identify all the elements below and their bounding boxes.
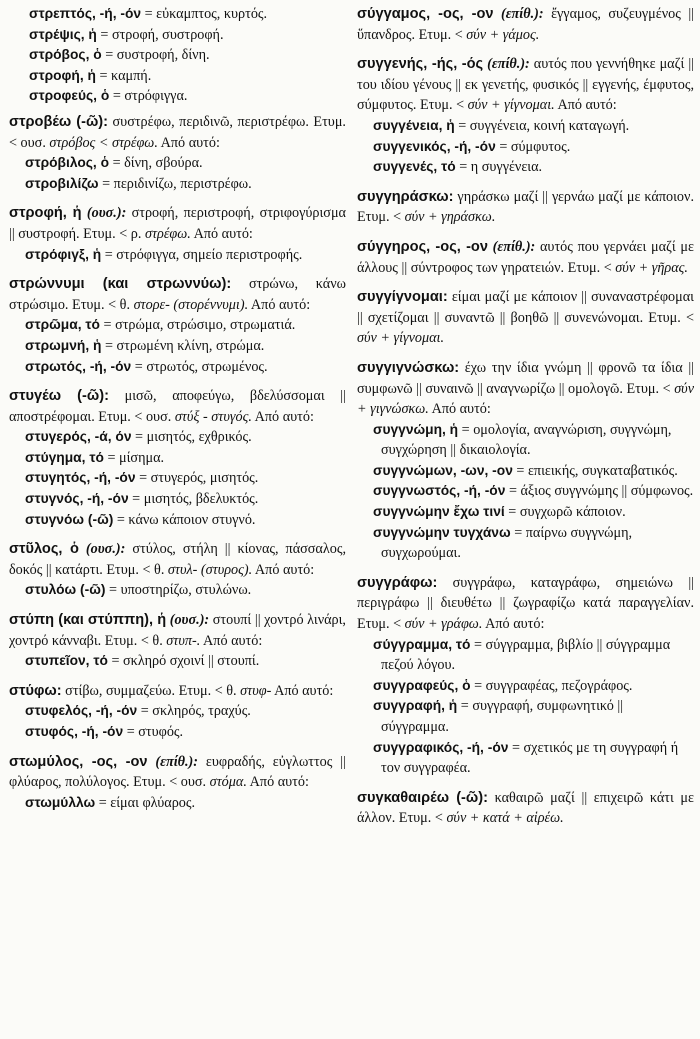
- headword: στύπη (και στύππη), ἡ: [9, 612, 167, 629]
- derivative-entry: [357, 116, 694, 137]
- headword: συγγηράσκω:: [357, 188, 454, 205]
- definition-text: συγγράφω, καταγράφω, σημειώνω || περιγράφω || διευθέτω || ζωγραφίζω κατά παραγγελίαν. Ετυμ. <: [357, 574, 694, 633]
- derivatives-intro: Από αυτό:: [482, 616, 545, 633]
- derivative-lemma: στυγητός, -ή, -όν: [25, 470, 136, 486]
- entry-main: [357, 4, 694, 45]
- derivative-entry: [9, 174, 346, 195]
- dictionary-entry: [9, 681, 346, 743]
- derivative-entry: [357, 461, 694, 482]
- part-of-speech: (επίθ.):: [483, 56, 530, 73]
- derivative-definition: = κάνω κάποιον στυγνό.: [113, 511, 256, 528]
- entry-main: [357, 187, 694, 228]
- etymology: σύν + γίγνομαι.: [357, 330, 445, 347]
- dictionary-entry: [357, 4, 694, 45]
- dictionary-entry: [357, 237, 694, 278]
- etymology: σύν + γράφω.: [404, 616, 483, 633]
- derivative-lemma: στυγερός, -ά, όν: [25, 429, 132, 445]
- derivative-entry: [357, 137, 694, 158]
- derivatives-intro: Από αυτό:: [554, 97, 617, 114]
- derivative-entry: [9, 25, 346, 46]
- derivative-entry: [357, 696, 694, 737]
- derivative-lemma: στρόφιγξ, ἡ: [25, 246, 102, 262]
- derivative-definition: = μισητός, βδελυκτός.: [128, 491, 259, 508]
- part-of-speech: (ουσ.):: [166, 612, 210, 629]
- derivative-entry: [357, 738, 694, 779]
- derivative-definition: = συγγραφέας, πεζογράφος.: [470, 677, 633, 694]
- derivative-lemma: συγγνώμων, -ων, -ον: [373, 462, 513, 478]
- headword: συγκαθαιρέω (-ῶ):: [357, 789, 488, 806]
- headword: συγγράφω:: [357, 574, 438, 591]
- dictionary-entry: [9, 4, 346, 107]
- derivative-lemma: στρεπτός, -ή, -όν: [29, 6, 142, 21]
- derivative-definition: = καμπή.: [95, 67, 152, 84]
- entry-main: [9, 752, 346, 793]
- dictionary-entry: [9, 539, 346, 601]
- etymology: στρόβος < στρέφω.: [49, 134, 158, 151]
- entry-main: [357, 54, 694, 116]
- derivatives-intro: Από αυτό:: [271, 682, 334, 699]
- derivative-definition: = ομολογία, αναγνώριση, συγγνώμη, συγχώρηση || δικαιολογία.: [381, 421, 672, 459]
- derivative-definition: = μίσημα.: [103, 449, 165, 466]
- derivative-lemma: στρέψις, ἡ: [29, 26, 97, 42]
- derivative-lemma: συγγένεια, ἡ: [373, 117, 455, 133]
- derivative-lemma: στυπεῖον, τό: [25, 653, 108, 669]
- derivative-lemma: συγγραφικός, -ή, -όν: [373, 739, 509, 755]
- derivative-lemma: στροφεύς, ὁ: [29, 88, 110, 104]
- headword: συγγενής, -ής, -ός: [357, 56, 484, 73]
- derivative-lemma: στυγνός, -ή, -όν: [25, 491, 129, 507]
- derivative-definition: = περιδινίζω, περιστρέφω.: [98, 175, 252, 192]
- derivative-lemma: στωμύλλω: [25, 794, 96, 810]
- derivative-definition: = στυφός.: [123, 724, 184, 740]
- derivative-entry: [9, 651, 346, 672]
- derivative-lemma: στυγνόω (-ῶ): [25, 511, 114, 527]
- headword: συγγίγνομαι:: [357, 289, 448, 306]
- headword: στύφω:: [9, 682, 62, 699]
- headword: στροβέω (-ῶ):: [9, 113, 109, 130]
- dictionary-entry: [357, 358, 694, 564]
- headword: στροφή, ἡ: [9, 205, 82, 222]
- derivative-definition: = εὐκαμπτος, κυρτός.: [141, 6, 268, 22]
- headword: στρώννυμι (και στρωννύω):: [9, 276, 232, 293]
- derivative-entry: [9, 357, 346, 378]
- etymology: στύξ - στυγός.: [174, 408, 252, 425]
- part-of-speech: (επίθ.):: [493, 6, 544, 22]
- entry-main: [9, 610, 346, 651]
- derivative-entry: [9, 510, 346, 531]
- part-of-speech: (επίθ.):: [487, 238, 536, 255]
- definition-text: γηράσκω μαζί || γερνάω μαζί με κάποιον. Ετυμ. <: [357, 188, 694, 226]
- derivative-definition: = συγγραφή, συμφωνητικό || σύγγραμμα.: [381, 698, 624, 735]
- derivative-definition: = στρωτός, στρωμένος.: [131, 358, 268, 375]
- etymology: στόμα.: [209, 774, 247, 791]
- derivative-lemma: στρῶμα, τό: [25, 317, 100, 333]
- entry-main: [357, 788, 694, 829]
- derivative-definition: = παίρνω συγγνώμη, συγχωρούμαι.: [381, 524, 633, 562]
- entry-main: [9, 539, 346, 580]
- derivative-entry: [357, 420, 694, 461]
- derivative-entry: [9, 448, 346, 469]
- derivatives-intro: Από αυτό:: [190, 225, 253, 242]
- etymology: σύν + γηράσκω.: [404, 209, 496, 226]
- derivatives-intro: Από αυτό:: [157, 134, 220, 151]
- derivative-lemma: συγγραφεύς, ὁ: [373, 677, 471, 693]
- derivative-lemma: στυφός, -ή, -όν: [25, 724, 124, 739]
- entry-main: [9, 112, 346, 153]
- derivative-definition: = συγχωρῶ κάποιον.: [504, 504, 626, 521]
- derivative-lemma: στρωτός, -ή, -όν: [25, 358, 132, 374]
- derivative-lemma: στροφή, ἡ: [29, 67, 96, 83]
- derivative-entry: [9, 701, 346, 722]
- derivatives-intro: Από αυτό:: [252, 561, 315, 578]
- etymology: στυλ- (στυρος).: [167, 561, 253, 578]
- derivative-entry: [9, 489, 346, 510]
- dictionary-entry: [9, 203, 346, 265]
- derivative-lemma: συγγραφή, ἡ: [373, 698, 458, 714]
- derivative-entry: [357, 523, 694, 564]
- derivative-lemma: συγγενικός, -ή, -όν: [373, 138, 496, 154]
- derivative-entry: [9, 86, 346, 107]
- derivative-entry: [9, 315, 346, 336]
- definition-text: αυτός που γεννήθηκε μαζί || του ιδίου γένους || εκ γενετής, φυσικός || εγγενής, έμφυτος, σύμφυτος. Ετυμ. <: [357, 56, 694, 114]
- derivative-lemma: συγγνωστός, -ή, -όν: [373, 483, 506, 499]
- etymology: στυφ-: [240, 682, 272, 699]
- definition-text: ευφραδής, εὐγλωττος || φλύαρος, πολύλογος. Ετυμ. < ουσ.: [9, 753, 346, 791]
- derivative-definition: = η συγγένεια.: [455, 159, 543, 176]
- definition-text: καθαιρῶ μαζί || επιχειρῶ κάτι με άλλον. Ετυμ. <: [357, 789, 694, 827]
- dictionary-entry: [357, 573, 694, 779]
- part-of-speech: (ουσ.):: [78, 541, 126, 558]
- derivative-lemma: στυλόω (-ῶ): [25, 582, 106, 598]
- derivatives-intro: Από αυτό:: [248, 296, 311, 313]
- derivative-definition: = επιεικής, συγκαταβατικός.: [512, 462, 678, 479]
- derivatives-intro: Από αυτό:: [428, 401, 491, 418]
- derivative-lemma: στρωμνή, ἡ: [25, 337, 102, 353]
- entry-main: [357, 287, 694, 349]
- dictionary-entry: [9, 112, 346, 194]
- derivative-definition: = σύγγραμμα, βιβλίο || σύγγραμμα πεζού λόγου.: [381, 636, 671, 674]
- entry-main: [9, 274, 346, 315]
- dictionary-entry: [9, 386, 346, 530]
- part-of-speech: (επίθ.):: [147, 753, 199, 770]
- definition-text: ἔγγαμος, συζευγμένος || ὕπανδρος. Ετυμ. <: [357, 6, 694, 43]
- etymology: σύν + γίγνομαι.: [467, 97, 555, 114]
- derivative-entry: [9, 793, 346, 814]
- derivative-entry: [9, 468, 346, 489]
- derivative-entry: [357, 676, 694, 697]
- derivative-entry: [357, 502, 694, 523]
- etymology: σύν + κατά + αἱρέω.: [446, 810, 564, 827]
- derivative-definition: = μισητός, εχθρικός.: [131, 429, 252, 446]
- part-of-speech: (ουσ.):: [81, 205, 127, 222]
- definition-text: στροφή, περιστροφή, στριφογύρισμα || συστροφή. Ετυμ. < ρ.: [9, 205, 346, 242]
- definition-text: στύλος, στήλη || κίονας, πάσσαλος, δοκός || κατάρτι. Ετυμ. < θ.: [9, 541, 346, 578]
- derivatives-intro: Από αυτό:: [200, 632, 263, 649]
- etymology: στρέφω.: [144, 225, 191, 242]
- headword: σύγγαμος, -ος, -ον: [357, 6, 494, 22]
- etymology: σύν + γιγνώσκω.: [357, 380, 694, 418]
- derivative-lemma: στροβιλίζω: [25, 175, 99, 191]
- dictionary-entry: [9, 752, 346, 814]
- derivative-entry: [9, 427, 346, 448]
- definition-text: αυτός που γερνάει μαζί με άλλους || σύντροφος των γηρατειών. Ετυμ. <: [357, 238, 694, 276]
- derivative-entry: [9, 4, 346, 25]
- derivative-definition: = υποστηρίζω, στυλώνω.: [105, 582, 252, 599]
- derivative-entry: [9, 245, 346, 266]
- etymology: σύν + γάμος.: [466, 26, 540, 43]
- definition-text: μισῶ, αποφεύγω, βδελύσσομαι || αποστρέφομαι. Ετυμ. < ουσ.: [9, 388, 346, 425]
- dictionary-entry: [357, 54, 694, 178]
- derivative-lemma: συγγνώμη, ἡ: [373, 421, 459, 437]
- headword: συγγιγνώσκω:: [357, 359, 460, 376]
- derivative-definition: = συγγένεια, κοινή καταγωγή.: [454, 117, 630, 134]
- dictionary-entry: [9, 274, 346, 377]
- derivative-entry: [357, 635, 694, 676]
- derivative-entry: [9, 580, 346, 601]
- left-column: [9, 4, 346, 1039]
- derivative-lemma: συγγνώμην ἔχω τινί: [373, 504, 505, 520]
- derivative-definition: = στροφή, συστροφή.: [96, 26, 224, 43]
- headword: στυγέω (-ῶ):: [9, 388, 109, 405]
- derivative-entry: [357, 157, 694, 178]
- entry-main: [357, 573, 694, 635]
- dictionary-entry: [357, 287, 694, 349]
- derivative-lemma: στρόβος, ὁ: [29, 47, 102, 63]
- derivative-entry: [9, 45, 346, 66]
- dictionary-entry: [357, 788, 694, 829]
- derivative-lemma: στυφελός, -ή, -όν: [25, 703, 138, 719]
- derivative-lemma: σύγγραμμα, τό: [373, 636, 471, 652]
- derivatives-intro: Από αυτό:: [246, 774, 309, 791]
- derivative-lemma: συγγνώμην τυγχάνω: [373, 524, 511, 540]
- entry-main: [357, 237, 694, 278]
- definition-text: στουπί || χοντρό λινάρι, χοντρό κάνναβι. Ετυμ. < θ.: [9, 612, 346, 649]
- derivative-definition: = σχετικός με τη συγγραφή ή τον συγγραφέα.: [381, 739, 679, 777]
- derivative-definition: = άξιος συγγνώμης || σύμφωνος.: [505, 483, 694, 500]
- definition-text: συστρέφω, περιδινῶ, περιστρέφω. Ετυμ. < ουσ.: [9, 113, 346, 151]
- derivative-definition: = σκληρό σχοινί || στουπί.: [107, 653, 260, 670]
- entry-main: [9, 386, 346, 427]
- derivative-definition: = είμαι φλύαρος.: [95, 794, 196, 811]
- right-column: [357, 4, 694, 1039]
- derivative-definition: = στρωμένη κλίνη, στρώμα.: [101, 337, 265, 354]
- etymology: στυπ-.: [166, 632, 201, 649]
- etymology: σύν + γῆρας.: [615, 259, 688, 276]
- derivative-entry: [9, 722, 346, 743]
- headword: στῦλος, ὁ: [9, 541, 79, 558]
- derivative-definition: = συστροφή, δίνη.: [101, 47, 210, 64]
- definition-text: είμαι μαζί με κάποιον || συναναστρέφομαι || σχετίζομαι || συναντῶ || βοηθῶ || συνενώνομαι. Ετυμ. <: [357, 289, 694, 326]
- derivative-definition: = στρόφιγγα, σημείο περιστροφής.: [101, 246, 303, 263]
- derivative-definition: = δίνη, σβούρα.: [109, 155, 203, 172]
- derivative-lemma: στρόβιλος, ὁ: [25, 155, 110, 171]
- derivative-lemma: συγγενές, τό: [373, 159, 456, 175]
- definition-text: στρώνω, κάνω στρώσιμο. Ετυμ. < θ.: [9, 276, 346, 313]
- definition-text: στίβω, συμμαζεύω. Ετυμ. < θ.: [61, 682, 241, 699]
- etymology: στορε- (στορέννυμι).: [133, 296, 249, 313]
- definition-text: έχω την ίδια γνώμη || φρονῶ τα ίδια || συμφωνῶ || συναινῶ || αναγνωρίζω || ομολογῶ. Ετυμ. <: [357, 359, 694, 397]
- entry-main: [9, 681, 346, 702]
- derivative-definition: = σύμφυτος.: [495, 138, 571, 155]
- derivative-definition: = σκληρός, τραχύς.: [137, 703, 251, 720]
- derivative-entry: [357, 481, 694, 502]
- entry-main: [9, 203, 346, 244]
- entry-main: [357, 358, 694, 420]
- derivative-lemma: στύγημα, τό: [25, 449, 104, 465]
- headword: σύγγηρος, -ος, -ον: [357, 238, 488, 255]
- derivative-definition: = στρόφιγγα.: [109, 88, 188, 105]
- derivative-entry: [9, 153, 346, 174]
- derivative-definition: = στυγερός, μισητός.: [135, 470, 259, 487]
- derivative-entry: [9, 336, 346, 357]
- derivatives-intro: Από αυτό:: [251, 408, 314, 425]
- dictionary-entry: [357, 187, 694, 228]
- dictionary-entry: [9, 610, 346, 672]
- derivative-entry: [9, 66, 346, 87]
- derivative-definition: = στρώμα, στρώσιμο, στρωματιά.: [99, 317, 296, 334]
- headword: στωμύλος, -ος, -ον: [9, 753, 148, 770]
